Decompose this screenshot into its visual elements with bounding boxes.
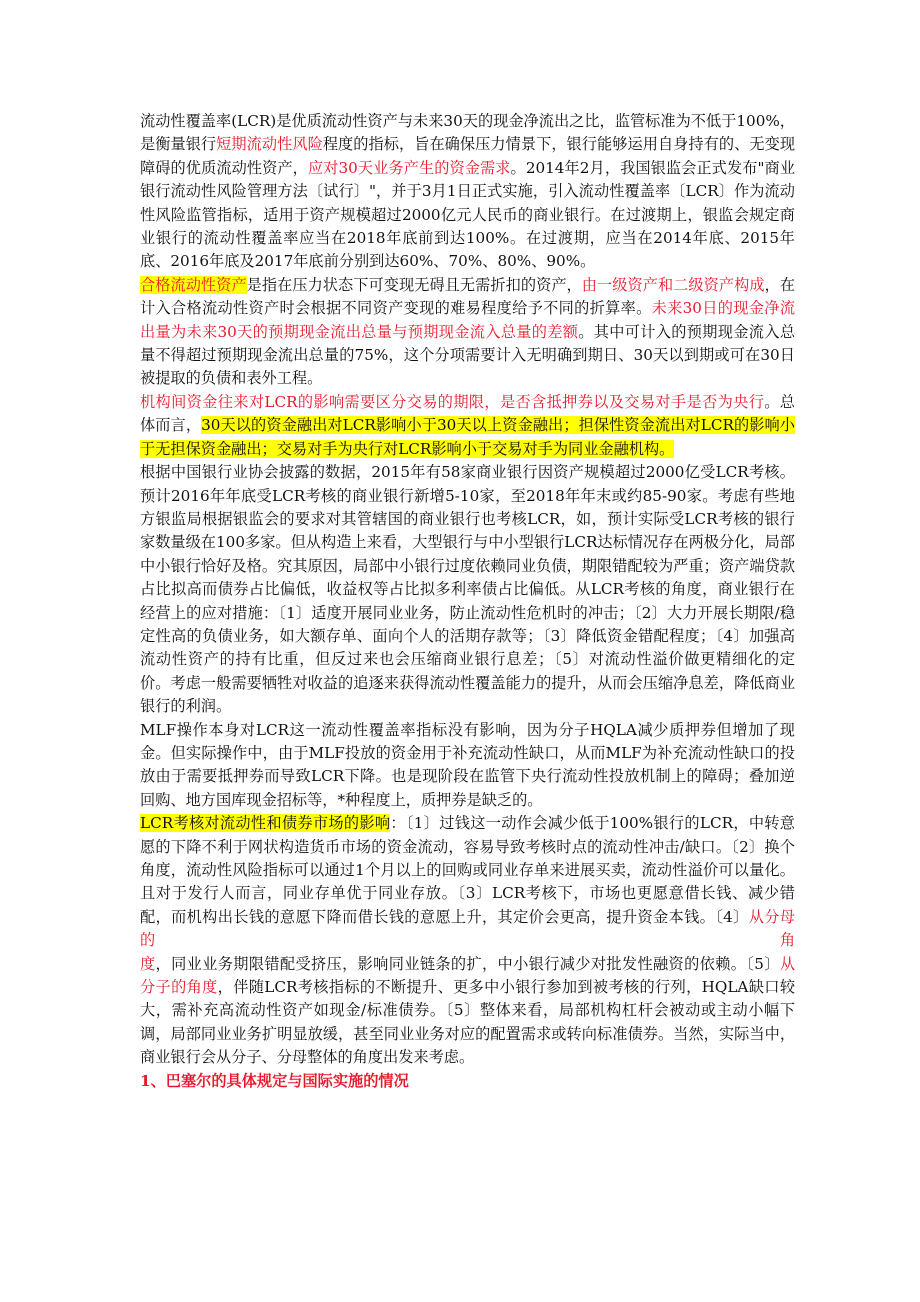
highlight-asset-tiers: 由一级资产和二级资产构成	[581, 275, 765, 294]
text-run: ，同业业务期限错配受挤压，影响同业链条的扩，中小银行减少对批发性融资的依赖。〔5〕	[155, 954, 780, 973]
text-run: ：〔1〕过钱这一动作会减少低于100%银行的LCR，中转意愿的下降不利于网状构造货币市场的资金流动，容易导致考核时点的流动性冲击/缺口。〔2〕换个角度，流动性风险指标可以通过1个月以上的回购或同业存单来进展买卖，流动性溢价可以量化。且对于发行人而言，同业存单优于同业存放。〔3〕LCR考核下，市场也更愿意借长钱、减少错配，而机构出长钱的意愿下降而借长钱的意愿上升，其定价会更高，提升资金本钱。〔4〕	[140, 814, 795, 926]
text-run: 程度的指标，旨在确保压力情景下，银行能够运用自身持有的、无变现障碍的优质流动性资产，	[140, 135, 796, 177]
text-run: ，伴随LCR考核指标的不断提升、更多中小银行参加到被考核的行列，HQLA缺口较大，需补充高流动性资产如现金/标准债券。〔5〕整体来看，局部机构杠杆会被动或主动小幅下调，局部同业业务扩明显放缓，甚至同业业务对应的配置需求或转向标准债券。当然，实际当中，商业银行会从分子、分母整体的角度出发来考虑。	[140, 978, 796, 1067]
highlight-denominator-view: 从分母的角度	[140, 907, 795, 973]
document-body	[140, 110, 795, 1093]
highlight-impact-summary: 30天以的资金融出对LCR影响小于30天以上资金融出；担保性资金流出对LCR的影响小于无担保资金融出；交易对手为央行对LCR影响小于交易对手为同业金融机构。	[140, 416, 795, 458]
paragraph-interbank-impact	[140, 391, 795, 461]
highlight-interbank-factors: 机构间资金往来对LCR的影响需要区分交易的期限，是否含抵押券以及交易对手是否为央行	[140, 392, 765, 411]
paragraph-market-impact	[140, 812, 795, 1069]
highlight-30-day-funding-need: 应对30天业务产生的资金需求	[307, 158, 511, 177]
paragraph-bank-association-data: 根据中国银行业协会披露的数据，2015年有58家商业银行因资产规模超过2000亿受LCR考核。预计2016年年底受LCR考核的商业银行新增5-10家，至2018年年末或约85-90家。考虑有些地方银监局根据银监会的要求对其管辖国的商业银行也考核LCR，如，预计实际受LCR考核的银行家数量级在100多家。但从构造上来看，大型银行与中小型银行LCR达标情况存在两极分化，局部中小银行恰好及格。究其原因，局部中小银行过度依赖同业负债，期限错配较为严重；资产端贷款占比拟高而债券占比偏低，收益权等占比拟多利率债占比偏低。从LCR考核的角度，商业银行在经营上的应对措施：〔1〕适度开展同业业务，防止流动性危机时的冲击；〔2〕大力开展长期限/稳定性高的负债业务，如大额存单、面向个人的活期存款等；〔3〕降低资金错配程度；〔4〕加强高流动性资产的持有比重，但反过来也会压缩商业银行息差；〔5〕对流动性溢价做更精细化的定价。考虑一般需要牺牲对收益的追逐来获得流动性覆盖能力的提升，从而会压缩净息差，降低商业银行的利润。	[140, 463, 795, 716]
highlight-market-impact-title: LCR考核对流动性和债券市场的影响	[140, 814, 391, 833]
text-run: 是指在压力状态下可变现无碍且无需折扣的资产，	[246, 275, 582, 294]
paragraph-mlf-operation: MLF操作本身对LCR这一流动性覆盖率指标没有影响，因为分子HQLA减少质押券但增加了现金。但实际操作中，由于MLF投放的资金用于补充流动性缺口，从而MLF为补充流动性缺口的投放由于需要抵押券而导致LCR下降。也是现阶段在监管下央行流动性投放机制上的障碍；叠加逆回购、地方国库现金招标等，*种程度上，质押券是缺乏的。	[140, 720, 795, 809]
paragraph-qualified-assets	[140, 274, 795, 391]
section-heading: 1、巴塞尔的具体规定与国际实施的情况	[140, 1071, 409, 1090]
text-run: 。2014年2月，我国银监会正式发布"商业银行流动性风险管理方法〔试行〕"，并于3月1日正式实施，引入流动性覆盖率〔LCR〕作为流动性风险监管指标，适用于资产规模超过2000亿元人民币的商业银行。在过渡期上，银监会规定商业银行的流动性覆盖率应当在2018年底前到达100%。在过渡期，应当在2014年底、2015年底、2016年底及2017年底前分别到达60%、70%、80%、90%。	[140, 158, 796, 271]
highlight-qualified-liquid-assets: 合格流动性资产	[140, 275, 247, 294]
text-run: 。总体而言，	[140, 392, 795, 435]
highlight-short-term-liquidity-risk: 短期流动性风险	[216, 135, 323, 154]
text-run: 。其中可计入的预期现金流入总量不得超过预期现金流出总量的75%，这个分项需要计入无明确到期日、30天以到期或可在30日被提取的负债和表外工程。	[140, 322, 796, 388]
highlight-numerator-view: 从分子的角度	[140, 954, 795, 997]
text-run: 流动性覆盖率(LCR)是优质流动性资产与未来30天的现金净流出之比，监管标准为不低于100%，是衡量银行	[140, 112, 795, 154]
highlight-net-outflow-definition: 未来30日的现金净流出量为未来30天的预期现金流出总量与预期现金流入总量的差额	[140, 299, 796, 341]
text-run: ，在计入合格流动性资产时会根据不同资产变现的难易程度给予不同的折算率。	[140, 275, 796, 318]
paragraph-lcr-definition	[140, 110, 795, 274]
